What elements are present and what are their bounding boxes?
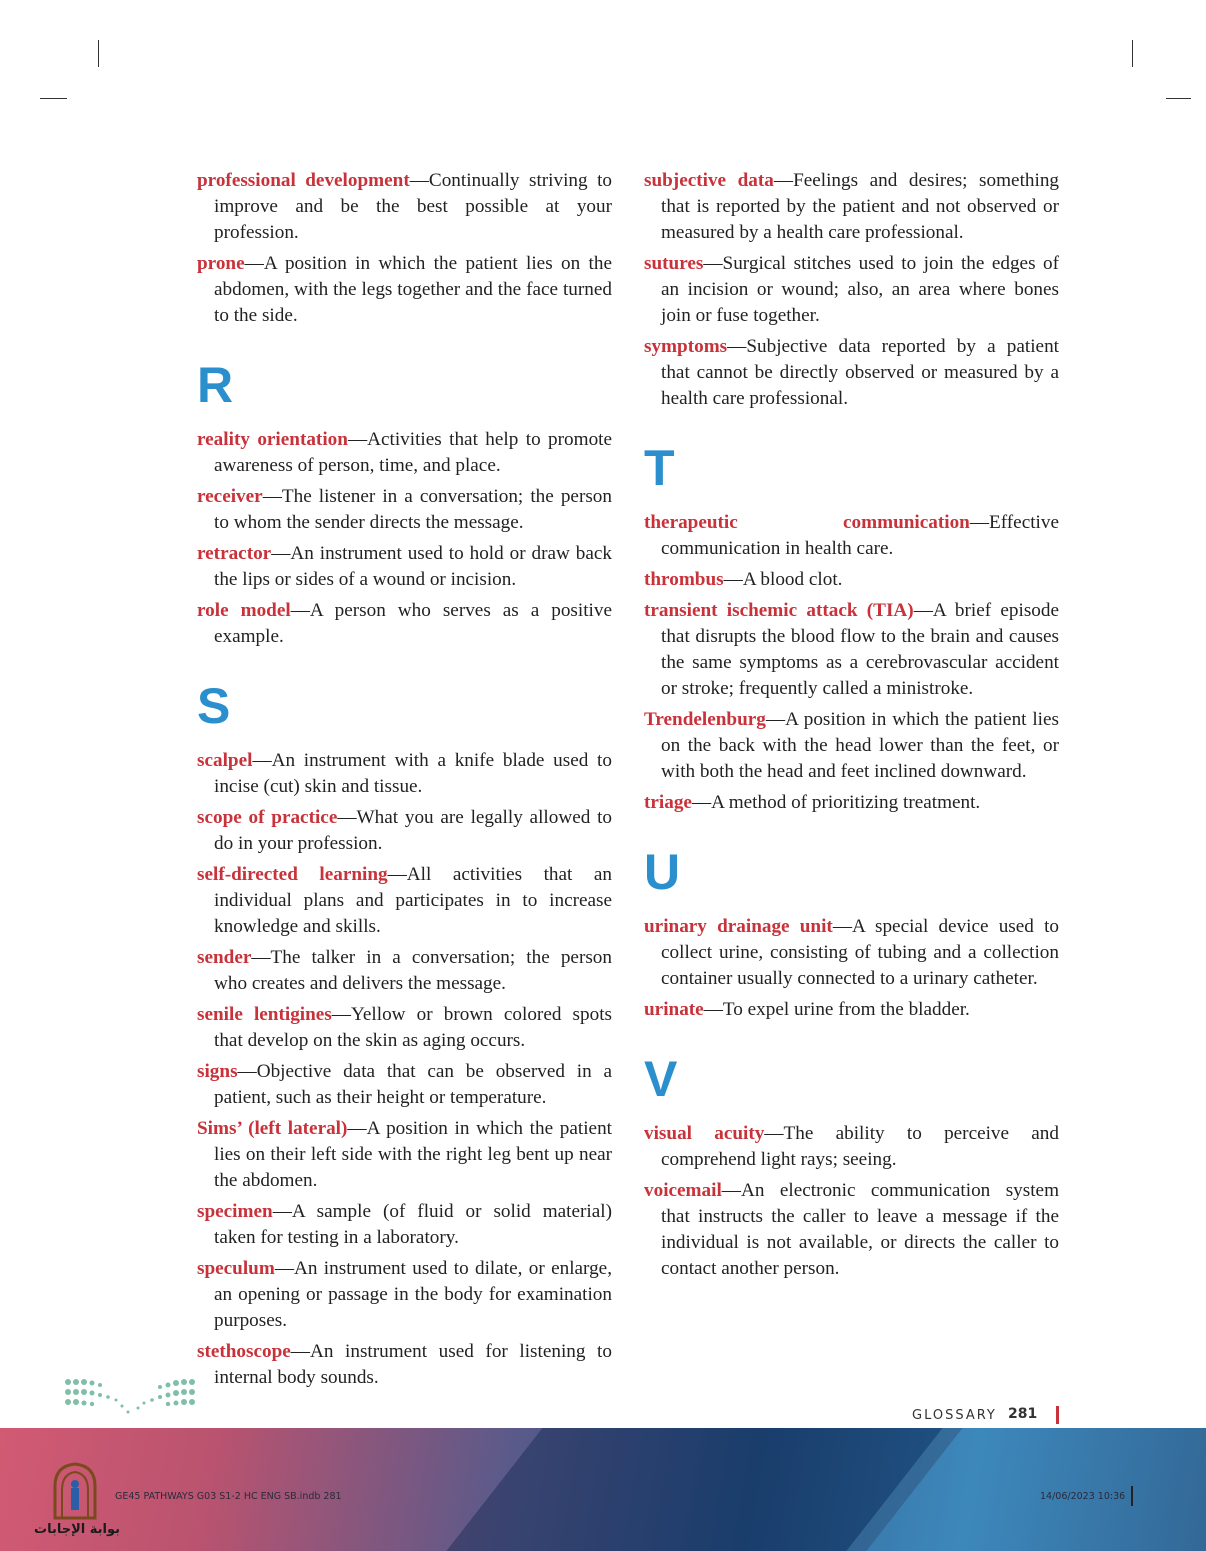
glossary-definition: —An instrument with a knife blade used to incise (cut) skin and tissue. [214, 750, 612, 797]
footer-section-title: GLOSSARY [912, 1408, 997, 1423]
glossary-entry-sims-left-lateral [197, 1116, 612, 1194]
glossary-entry-receiver [197, 484, 612, 536]
glossary-entry-reality-orientation [197, 427, 612, 479]
glossary-term: triage [644, 792, 692, 813]
glossary-definition: —A brief episode that disrupts the blood flow to the brain and causes the same symptoms as a cerebrovascular accident or stroke; frequently called a ministroke. [661, 600, 1059, 699]
glossary-term: Sims’ (left lateral) [197, 1118, 348, 1139]
glossary-definition: —What you are legally allowed to do in your profession. [214, 807, 612, 854]
glossary-column-right [644, 168, 1059, 1287]
glossary-definition: —Activities that help to promote awareness of person, time, and place. [214, 429, 613, 476]
footer-divider [1056, 1406, 1059, 1424]
glossary-term: transient ischemic attack (TIA) [644, 600, 914, 621]
glossary-term: professional development [197, 170, 410, 191]
glossary-definition: —Surgical stitches used to join the edges of an incision or wound; also, an area where bones join or fuse together. [661, 253, 1059, 326]
glossary-term: scope of practice [197, 807, 338, 828]
glossary-definition: —Objective data that can be observed in a patient, such as their height or temperature. [214, 1061, 612, 1108]
crop-mark [1166, 98, 1191, 99]
glossary-term: senile lentigines [197, 1004, 332, 1025]
glossary-definition: —A person who serves as a positive example. [214, 600, 612, 647]
glossary-definition: —A position in which the patient lies on their left side with the right leg bent up near the abdomen. [214, 1118, 612, 1191]
glossary-term: stethoscope [197, 1341, 291, 1362]
glossary-term: voicemail [644, 1180, 722, 1201]
glossary-entry-triage [644, 790, 1059, 816]
glossary-term: sutures [644, 253, 704, 274]
glossary-entry-specimen [197, 1199, 612, 1251]
answers-portal-logo-text: بوابة الإجابات [34, 1522, 120, 1537]
glossary-definition: —Yellow or brown colored spots that develop on the skin as aging occurs. [214, 1004, 613, 1051]
glossary-term: symptoms [644, 336, 728, 357]
glossary-term: thrombus [644, 569, 724, 590]
glossary-term: retractor [197, 543, 272, 564]
crop-mark [1132, 40, 1133, 67]
footer-banner [0, 1428, 1206, 1551]
glossary-entry-trendelenburg [644, 707, 1059, 785]
glossary-definition: —A blood clot. [723, 569, 843, 590]
glossary-entry-prone [197, 251, 612, 329]
glossary-definition: —An electronic communication system that instructs the caller to leave a message if the individual is not available, or directs the caller to contact another person. [661, 1180, 1059, 1279]
glossary-term: specimen [197, 1201, 273, 1222]
glossary-entry-subjective-data [644, 168, 1059, 246]
glossary-definition: —All activities that an individual plans and participates in to increase knowledge and skills. [214, 864, 612, 937]
glossary-definition: —An instrument used to dilate, or enlarge, an opening or passage in the body for examination purposes. [214, 1258, 612, 1331]
glossary-definition: —Subjective data reported by a patient that cannot be directly observed or measured by a health care professional. [661, 336, 1059, 409]
glossary-entry-transient-ischemic-attack-tia [644, 598, 1059, 702]
vision-logo-icon [64, 1376, 204, 1420]
glossary-definition: —An instrument used to hold or draw back the lips or sides of a wound or incision. [214, 543, 612, 590]
glossary-entry-thrombus [644, 567, 1059, 593]
glossary-definition: —An instrument used for listening to internal body sounds. [214, 1341, 612, 1388]
print-date: 14/06/2023 10:36 [1040, 1491, 1126, 1502]
glossary-term: speculum [197, 1258, 275, 1279]
page-number: 281 [1008, 1406, 1038, 1422]
glossary-term: self-directed learning [197, 864, 388, 885]
section-letter-t: T [644, 440, 675, 496]
glossary-entry-signs [197, 1059, 612, 1111]
glossary-entry-speculum [197, 1256, 612, 1334]
glossary-term: Trendelenburg [644, 709, 766, 730]
section-letter-u: U [644, 844, 681, 900]
glossary-entry-self-directed-learning [197, 862, 612, 940]
glossary-entry-scope-of-practice [197, 805, 612, 857]
glossary-entry-urinate [644, 997, 1059, 1023]
glossary-term: urinate [644, 999, 704, 1020]
glossary-entry-senile-lentigines [197, 1002, 612, 1054]
section-letter-r: R [197, 357, 234, 413]
glossary-entry-stethoscope [197, 1339, 612, 1391]
glossary-term: urinary drainage unit [644, 916, 833, 937]
glossary-definition: —Continually striving to improve and be the best possible at your profession. [214, 170, 612, 243]
glossary-term: signs [197, 1061, 238, 1082]
glossary-entry-sutures [644, 251, 1059, 329]
glossary-definition: —Feelings and desires; something that is reported by the patient and not observed or measured by a health care professional. [661, 170, 1060, 243]
glossary-term: receiver [197, 486, 263, 507]
glossary-entry-retractor [197, 541, 612, 593]
crop-mark [98, 40, 99, 67]
glossary-definition: —The talker in a conversation; the person who creates and delivers the message. [214, 947, 612, 994]
glossary-entry-voicemail [644, 1178, 1059, 1282]
glossary-definition: —A sample (of fluid or solid material) taken for testing in a laboratory. [214, 1201, 612, 1248]
glossary-term: reality orientation [197, 429, 348, 450]
answers-portal-logo-icon [50, 1462, 100, 1520]
glossary-entry-scalpel [197, 748, 612, 800]
print-slug: GE45 PATHWAYS G03 S1-2 HC ENG SB.indb 281 [115, 1491, 342, 1502]
glossary-definition: —The ability to perceive and comprehend light rays; seeing. [661, 1123, 1059, 1170]
glossary-term: visual acuity [644, 1123, 765, 1144]
glossary-term: sender [197, 947, 252, 968]
glossary-entry-sender [197, 945, 612, 997]
glossary-term: prone [197, 253, 245, 274]
glossary-definition: —A special device used to collect urine, consisting of tubing and a collection container usually connected to a urinary catheter. [661, 916, 1059, 989]
section-letter-v: V [644, 1051, 678, 1107]
glossary-entry-visual-acuity [644, 1121, 1059, 1173]
section-letter-s: S [197, 678, 231, 734]
glossary-definition: —Effective communication in health care. [661, 512, 1059, 559]
glossary-entry-therapeutic-communication [644, 510, 1059, 562]
glossary-definition: —A position in which the patient lies on the abdomen, with the legs together and the face turned to the side. [214, 253, 612, 326]
glossary-term: therapeutic communication [644, 512, 970, 533]
glossary-entry-urinary-drainage-unit [644, 914, 1059, 992]
glossary-definition: —A position in which the patient lies on the back with the head lower than the feet, or with both the head and feet inclined downward. [661, 709, 1059, 782]
glossary-column-left [197, 168, 612, 1396]
crop-mark [40, 98, 67, 99]
glossary-term: subjective data [644, 170, 774, 191]
glossary-entry-symptoms [644, 334, 1059, 412]
glossary-entry-professional-development [197, 168, 612, 246]
glossary-term: scalpel [197, 750, 253, 771]
glossary-entry-role-model [197, 598, 612, 650]
glossary-definition: —The listener in a conversation; the person to whom the sender directs the message. [214, 486, 612, 533]
glossary-definition: —A method of prioritizing treatment. [691, 792, 981, 813]
glossary-term: role model [197, 600, 291, 621]
slug-divider [1131, 1486, 1133, 1506]
glossary-definition: —To expel urine from the bladder. [703, 999, 970, 1020]
